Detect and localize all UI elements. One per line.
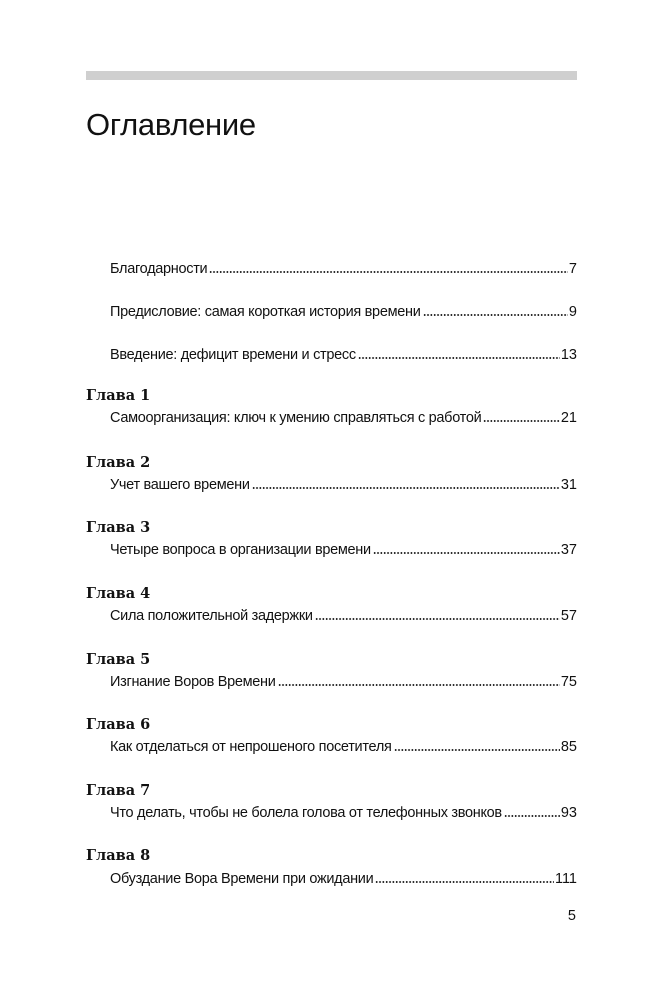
toc-entry-chapter-8[interactable] [110,868,577,890]
chapter-label: Глава 2 [86,454,151,471]
toc-entry-acknowledgements[interactable] [110,258,577,280]
page-title: Оглавление [86,107,256,142]
dot-leader [483,419,559,423]
dot-leader [358,356,560,360]
toc-entry-title: Учет вашего времени [110,477,250,493]
toc-entry-chapter-7[interactable] [110,802,577,824]
dot-leader [278,683,560,687]
toc-entry-title: Предисловие: самая короткая история времени [110,304,421,320]
toc-page-number: 75 [560,674,577,690]
toc-page-number: 37 [560,542,577,558]
dot-leader [315,617,560,621]
toc-entry-chapter-2[interactable] [110,474,577,496]
toc-page-number: 13 [560,347,577,363]
chapter-label: Глава 5 [86,651,151,668]
dot-leader [252,486,560,490]
toc-page-number: 31 [560,477,577,493]
toc-page-number: 7 [568,261,577,277]
toc-entry-title: Благодарности [110,261,208,277]
toc-entry-chapter-3[interactable] [110,539,577,561]
toc-entry-preface[interactable] [110,301,577,323]
toc-page-number: 9 [568,304,577,320]
chapter-label: Глава 7 [86,782,151,799]
toc-entry-title: Самоорганизация: ключ к умению справляться с работой [110,410,482,426]
toc-page-number: 111 [554,871,577,887]
toc-page-number: 93 [560,805,577,821]
chapter-label: Глава 3 [86,519,151,536]
dot-leader [373,551,560,555]
toc-entry-title: Обуздание Вора Времени при ожидании [110,871,374,887]
chapter-label: Глава 4 [86,585,151,602]
toc-entry-chapter-1[interactable] [110,407,577,429]
toc-entry-title: Четыре вопроса в организации времени [110,542,371,558]
toc-entry-chapter-5[interactable] [110,671,577,693]
toc-entry-title: Как отделаться от непрошеного посетителя [110,739,392,755]
toc-entry-title: Изгнание Воров Времени [110,674,276,690]
chapter-label: Глава 6 [86,716,151,733]
toc-entry-introduction[interactable] [110,344,577,366]
dot-leader [423,313,568,317]
toc-page-number: 85 [560,739,577,755]
toc-entry-title: Что делать, чтобы не болела голова от телефонных звонков [110,805,502,821]
chapter-label: Глава 8 [86,847,151,864]
toc-page-number: 57 [560,608,577,624]
toc-entry-title: Сила положительной задержки [110,608,313,624]
dot-leader [394,748,560,752]
dot-leader [375,880,554,884]
dot-leader [209,270,568,274]
dot-leader [504,814,560,818]
toc-entry-chapter-4[interactable] [110,605,577,627]
page-number: 5 [567,908,576,924]
toc-entry-title: Введение: дефицит времени и стресс [110,347,356,363]
toc-page-number: 21 [560,410,577,426]
chapter-label: Глава 1 [86,387,151,404]
toc-entry-chapter-6[interactable] [110,736,577,758]
